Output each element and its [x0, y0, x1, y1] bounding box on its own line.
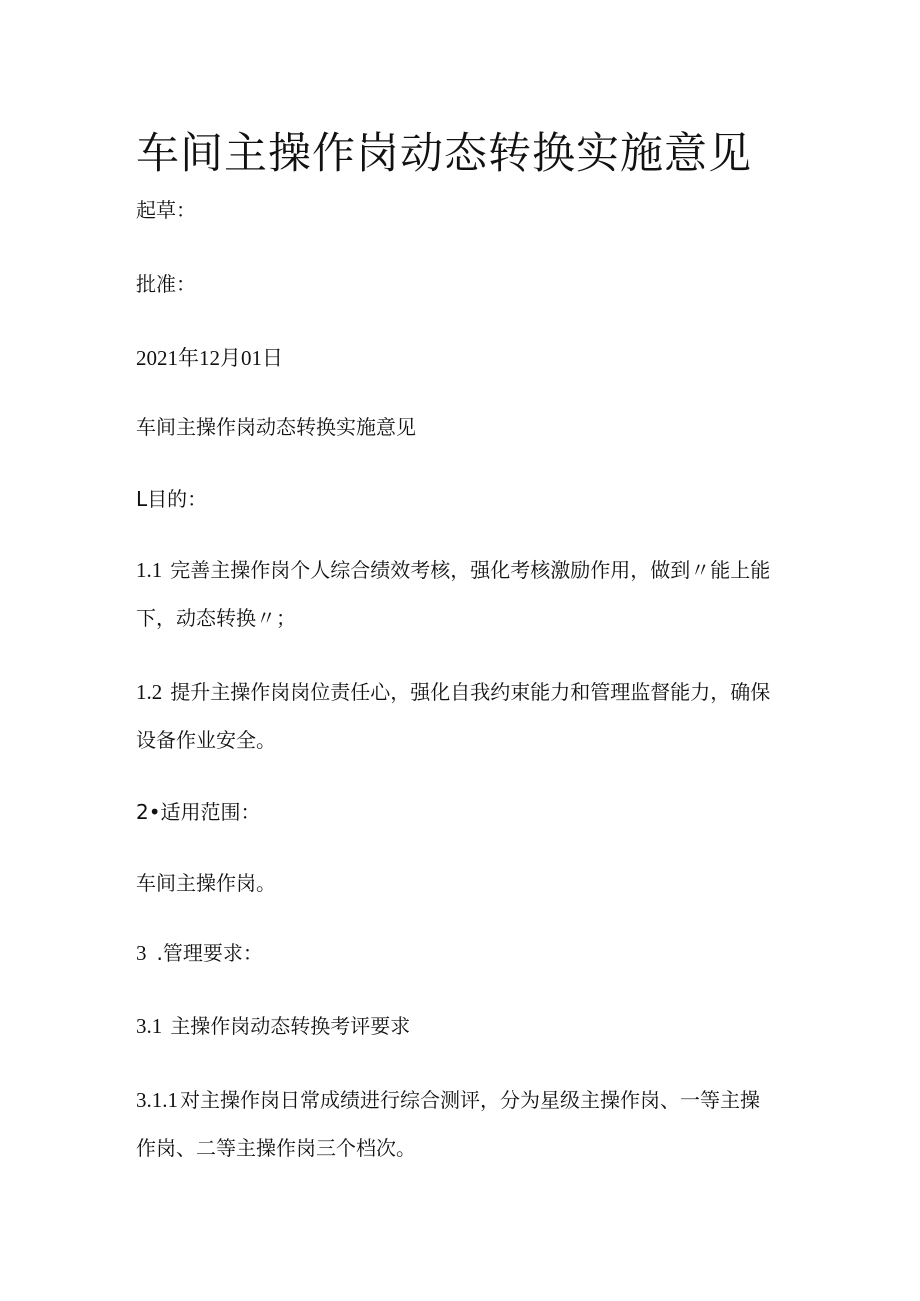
section-3-1-number: 3.1	[136, 1014, 163, 1038]
section-3-1-1-paragraph	[136, 1076, 776, 1172]
section-3-number: 3	[136, 941, 147, 965]
section-3-heading-line	[136, 936, 263, 970]
section-1-heading: L目的：	[136, 487, 208, 511]
document-subtitle: 车间主操作岗动态转换实施意见	[136, 415, 416, 439]
section-3-1-1-text: 对主操作岗日常成绩进行综合测评，分为星级主操作岗、一等主操作岗、二等主操作岗三个档次。	[136, 1088, 760, 1160]
document-date: 2021年12月01日	[136, 346, 283, 370]
section-3-1-text: 主操作岗动态转换考评要求	[170, 1014, 411, 1038]
section-3-1-line	[136, 1009, 410, 1043]
section-1-1-paragraph	[136, 546, 776, 642]
section-2-text: 车间主操作岗。	[136, 871, 276, 895]
section-1-1-text: 完善主操作岗个人综合绩效考核，强化考核激励作用，做到〃能上能下，动态转换〃；	[136, 558, 771, 630]
section-1-2-text: 提升主操作岗岗位责任心，强化自我约束能力和管理监督能力，确保设备作业安全。	[136, 680, 771, 752]
document-title: 车间主操作岗动态转换实施意见	[136, 129, 752, 179]
section-1-2-number: 1.2	[136, 680, 163, 704]
drafter-label: 起草：	[136, 198, 196, 222]
section-3-1-1-number: 3.1.1	[136, 1088, 178, 1112]
section-3-heading: .管理要求：	[156, 941, 263, 965]
section-2-heading: 2•适用范围：	[136, 800, 261, 824]
section-1-1-number: 1.1	[136, 558, 163, 582]
approver-label: 批准：	[136, 272, 196, 296]
section-1-2-paragraph	[136, 668, 776, 764]
